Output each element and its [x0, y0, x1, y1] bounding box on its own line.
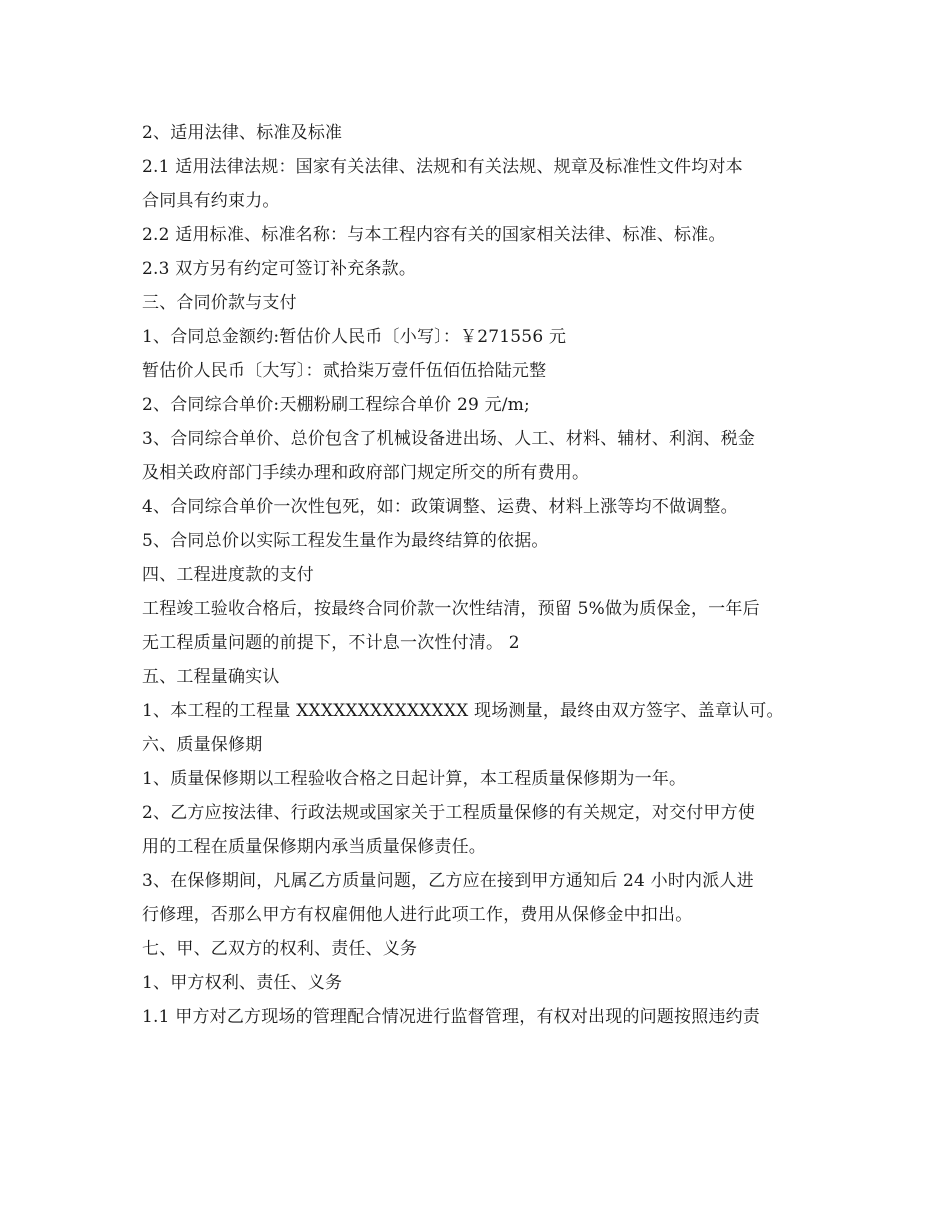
clause-2-2: 2.2 适用标准、标准名称：与本工程内容有关的国家相关法律、标准、标准。 — [142, 225, 726, 245]
clause-2-1-line-1: 2.1 适用法律法规：国家有关法律、法规和有关法规、规章及标准性文件均对本 — [142, 157, 743, 177]
warranty-item-1: 1、质量保修期以工程验收合格之日起计算，本工程质量保修期为一年。 — [142, 769, 687, 789]
section-heading-quantity-confirmation: 五、工程量确实认 — [142, 667, 280, 687]
price-item-3-line-1: 3、合同综合单价、总价包含了机械设备进出场、人工、材料、辅材、利润、税金 — [142, 429, 756, 449]
progress-payment-line-2: 无工程质量问题的前提下，不计息一次性付清。 2 — [142, 633, 520, 653]
price-item-2: 2、合同综合单价:天棚粉刷工程综合单价 29 元/m; — [142, 395, 530, 415]
progress-payment-line-1: 工程竣工验收合格后，按最终合同价款一次性结清，预留 5%做为质保金，一年后 — [142, 599, 760, 619]
warranty-item-3-line-2: 行修理，否那么甲方有权雇佣他人进行此项工作，费用从保修金中扣出。 — [142, 905, 693, 925]
warranty-item-2-line-1: 2、乙方应按法律、行政法规或国家关于工程质量保修的有关规定，对交付甲方使 — [142, 803, 756, 823]
section-heading-progress-payment: 四、工程进度款的支付 — [142, 565, 314, 585]
price-item-4: 4、合同综合单价一次性包死，如：政策调整、运费、材料上涨等均不做调整。 — [142, 497, 738, 517]
section-heading-price-payment: 三、合同价款与支付 — [142, 293, 297, 313]
price-item-3-line-2: 及相关政府部门手续办理和政府部门规定所交的所有费用。 — [142, 463, 590, 483]
warranty-item-2-line-2: 用的工程在质量保修期内承当质量保修责任。 — [142, 837, 486, 857]
price-item-1-uppercase: 暂估价人民币〔大写〕：贰拾柒万壹仟伍佰伍拾陆元整 — [142, 361, 547, 381]
price-item-5: 5、合同总价以实际工程发生量作为最终结算的依据。 — [142, 531, 549, 551]
warranty-item-3-line-1: 3、在保修期间，凡属乙方质量问题，乙方应在接到甲方通知后 24 小时内派人进 — [142, 871, 754, 891]
clause-2-1-line-2: 合同具有约束力。 — [142, 191, 280, 211]
section-heading-rights-duties: 七、甲、乙双方的权利、责任、义务 — [142, 939, 418, 959]
quantity-item-1: 1、本工程的工程量 XXXXXXXXXXXXXX 现场测量，最终由双方签字、盖章认可。 — [142, 701, 784, 721]
clause-2-3: 2.3 双方另有约定可签订补充条款。 — [142, 259, 417, 279]
price-item-1: 1、合同总金额约:暂估价人民币〔小写〕：￥271556 元 — [142, 327, 567, 347]
document-body — [142, 116, 822, 1034]
section-heading-applicable-law: 2、适用法律、标准及标准 — [142, 123, 343, 143]
section-heading-warranty-period: 六、质量保修期 — [142, 735, 263, 755]
party-a-heading: 1、甲方权利、责任、义务 — [142, 973, 343, 993]
party-a-clause-1-1: 1.1 甲方对乙方现场的管理配合情况进行监督管理，有权对出现的问题按照违约责 — [142, 1007, 761, 1027]
